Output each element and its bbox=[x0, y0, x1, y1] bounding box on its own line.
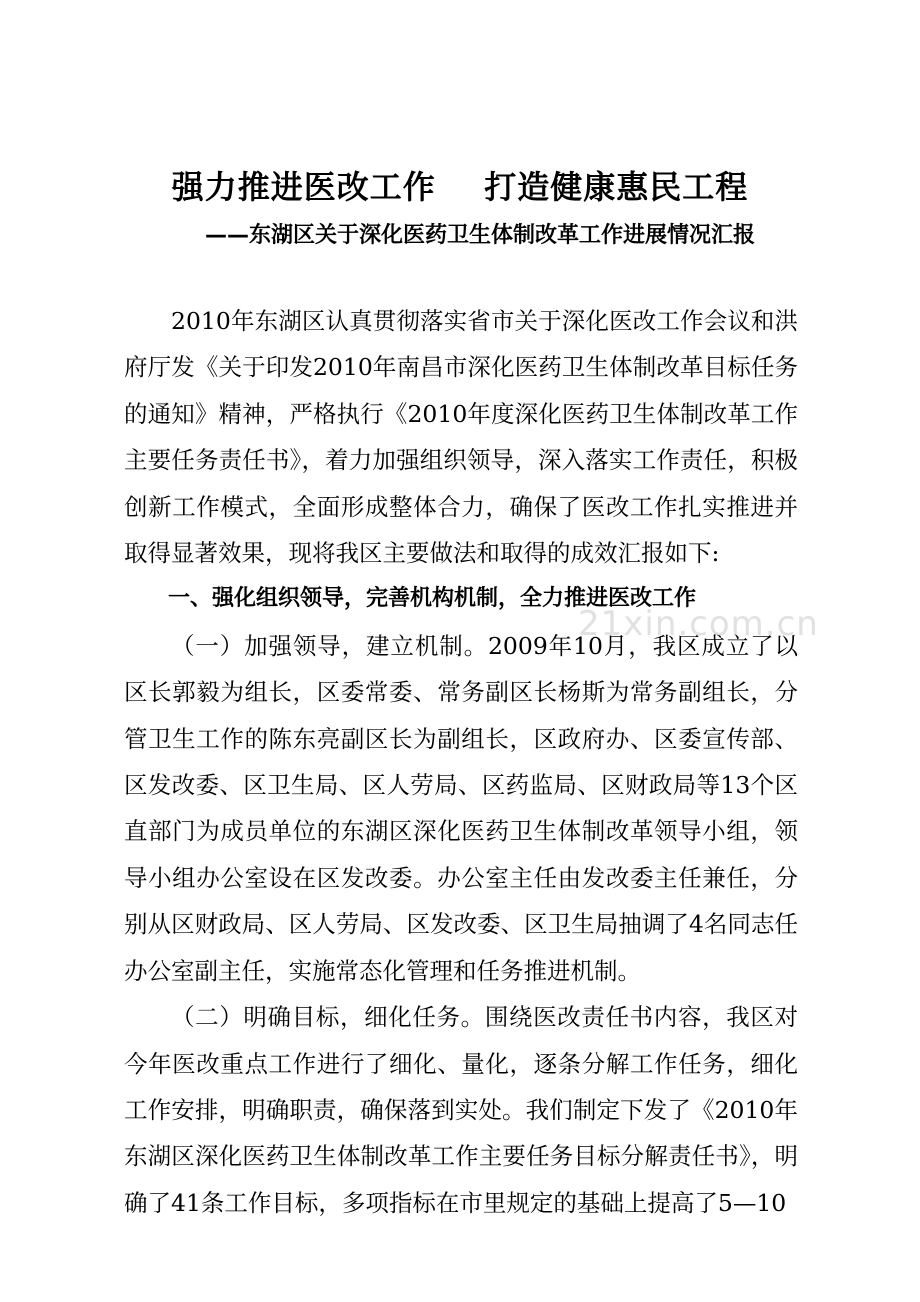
watermark: 21xin.com.cn bbox=[578, 604, 819, 644]
section-heading: 一、强化组织领导，完善机构机制，全力推进医改工作 bbox=[168, 586, 697, 612]
paragraph-1: （一）加强领导，建立机制。2009年10月，我区成立了以区长郭毅为组长，区委常委、常务副区长杨斯为常务副组长，分管卫生工作的陈东亮副区长为副组长，区政府办、区委宣传部、区发改委、区卫生局、区人劳局、区药监局、区财政局等13个区直部门为成员单位的东湖区深化医药卫生体制改革领导小组，领导小组办公室设在区发改委。办公室主任由发改委主任兼任，分别从区财政局、区人劳局、区发改委、区卫生局抽调了4名同志任办公室副主任，实施常态化管理和任务推进机制。 bbox=[124, 631, 798, 985]
document-title: 强力推进医改工作 打造健康惠民工程 bbox=[171, 168, 749, 206]
paragraph-2: （二）明确目标，细化任务。围绕医改责任书内容，我区对今年医改重点工作进行了细化、量化，逐条分解工作任务，细化工作安排，明确职责，确保落到实处。我们制定下发了《2010年东湖区深化医药卫生体制改革工作主要任务目标分解责任书》，明确了41条工作目标，多项指标在市里规定的基础上提高了5—10 bbox=[124, 1003, 798, 1217]
document-body bbox=[124, 298, 798, 1226]
intro-paragraph: 2010年东湖区认真贯彻落实省市关于深化医改工作会议和洪府厅发《关于印发2010年南昌市深化医药卫生体制改革目标任务的通知》精神，严格执行《2010年度深化医药卫生体制改革工作主要任务责任书》，着力加强组织领导，深入落实工作责任，积极创新工作模式，全面形成整体合力，确保了医改工作扎实推进并取得显著效果，现将我区主要做法和取得的成效汇报如下: bbox=[124, 307, 798, 568]
document-subtitle: ——东湖区关于深化医药卫生体制改革工作进展情况汇报 bbox=[205, 223, 756, 248]
